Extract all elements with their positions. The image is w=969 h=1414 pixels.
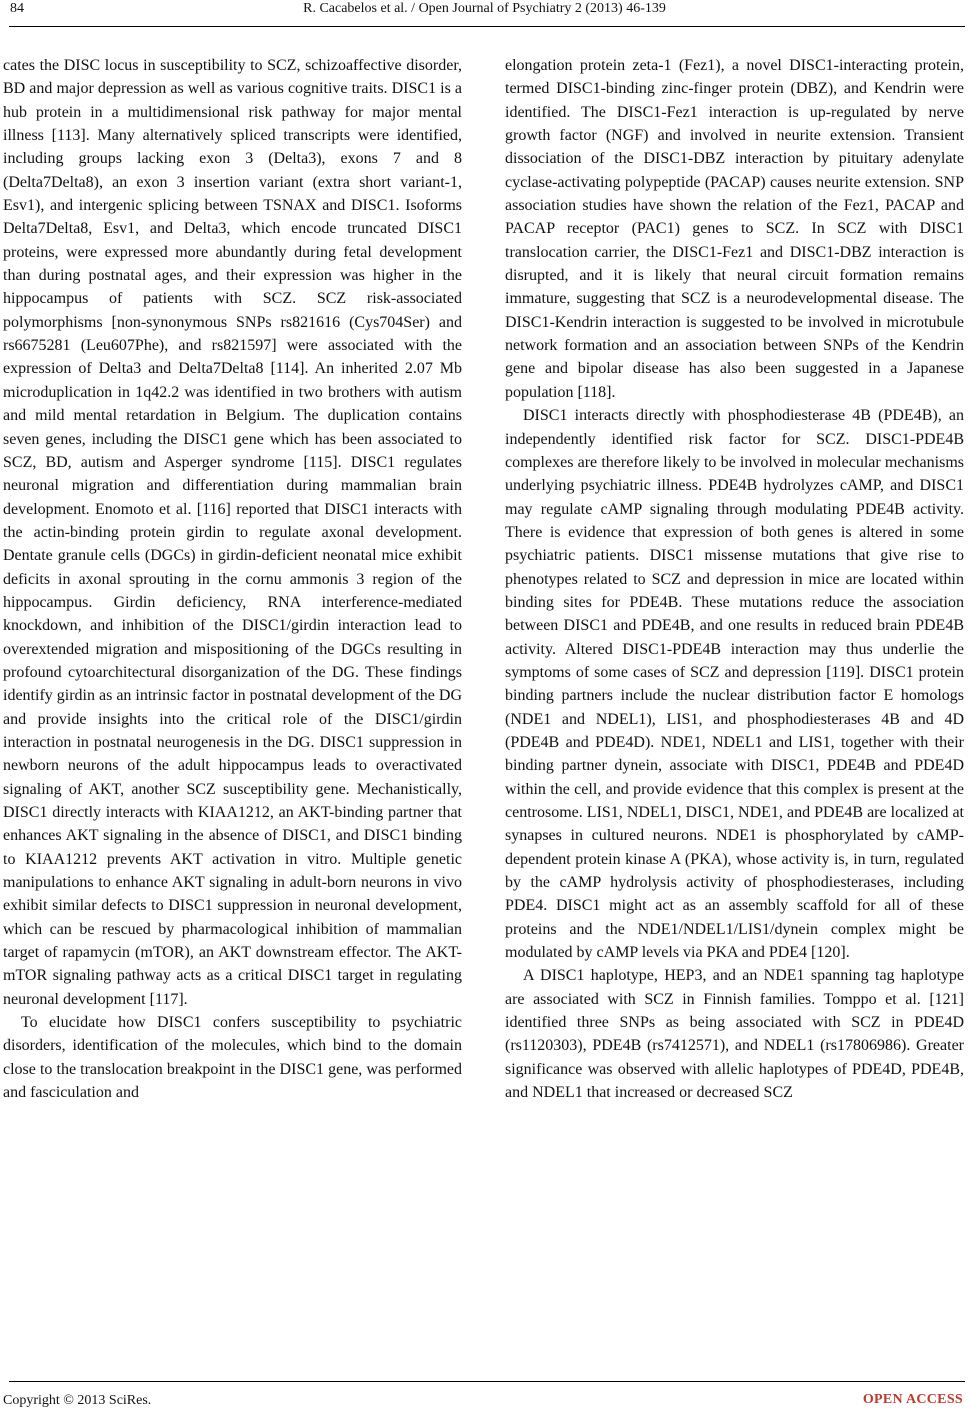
right-column <box>505 54 964 1104</box>
open-access-label: OPEN ACCESS <box>862 1392 963 1407</box>
left-column <box>3 54 462 1104</box>
left-paragraph-1: cates the DISC locus in susceptibility to SCZ, schizoaffective disorder, BD and major depression as well as various cognitive traits. DISC1 is a hub protein in a multidimensional risk pathway for major mental illness [113]. Many alternatively spliced transcripts were identified, including groups lacking exon 3 (Delta3), exons 7 and 8 (Delta7Delta8), an exon 3 insertion variant (extra short variant-1, Esv1), and intergenic splicing between TSNAX and DISC1. Isoforms Delta7Delta8, Esv1, and Delta3, which encode truncated DISC1 proteins, were expressed more abundantly during fetal development than during postnatal ages, and their expression was higher in the hippocampus of patients with SCZ. SCZ risk-associated polymorphisms [non-synonymous SNPs rs821616 (Cys704Ser) and rs6675281 (Leu607Phe), and rs821597] were associated with the expression of Delta3 and Delta7Delta8 [114]. An inherited 2.07 Mb microduplication in 1q42.2 was identified in two brothers with autism and mild mental retardation in Belgium. The duplication contains seven genes, including the DISC1 gene which has been associated to SCZ, BD, autism and Asperger syndrome [115]. DISC1 regulates neuronal migration and differentiation during mammalian brain development. Enomoto et al. [116] reported that DISC1 interacts with the actin-binding protein girdin to regulate axonal development. Dentate granule cells (DGCs) in girdin-deficient neonatal mice exhibit deficits in axonal sprouting in the cornu ammonis 3 region of the hippocampus. Girdin deficiency, RNA interference-mediated knockdown, and inhibition of the DISC1/girdin interaction lead to overextended migration and mispositioning of the DGCs resulting in profound cytoarchitectural disorganization of the DG. These findings identify girdin as an intrinsic factor in postnatal development of the DG and provide insights into the critical role of the DISC1/girdin interaction in postnatal neurogenesis in the DG. DISC1 suppression in newborn neurons of the adult hippocampus leads to overactivated signaling of AKT, another SCZ susceptibility gene. Mechanistically, DISC1 directly interacts with KIAA1212, an AKT-binding partner that enhances AKT signaling in the absence of DISC1, and DISC1 binding to KIAA1212 prevents AKT activation in vitro. Multiple genetic manipulations to enhance AKT signaling in adult-born neurons in vivo exhibit similar defects to DISC1 suppression in neuronal development, which can be rescued by pharmacological inhibition of mammalian target of rapamycin (mTOR), an AKT downstream effector. The AKT-mTOR signaling pathway acts as a critical DISC1 target in regulating neuronal development [117]. <box>3 57 462 1008</box>
header-divider <box>9 26 965 27</box>
copyright-notice: Copyright © 2013 SciRes. <box>3 1393 152 1408</box>
right-paragraph-2: DISC1 interacts directly with phosphodiesterase 4B (PDE4B), an independently identified risk factor for SCZ. DISC1-PDE4B complexes are therefore likely to be involved in molecular mechanisms underlying psychiatric illness. PDE4B hydrolyzes cAMP, and DISC1 may regulate cAMP signaling through modulating PDE4B activity. There is evidence that expression of both genes is altered in some psychiatric patients. DISC1 missense mutations that give rise to phenotypes related to SCZ and depression in mice are located within binding sites for PDE4B. These mutations reduce the association between DISC1 and PDE4B, and one results in reduced brain PDE4B activity. Altered DISC1-PDE4B interaction may thus underlie the symptoms of some cases of SCZ and depression [119]. DISC1 protein binding partners include the nuclear distribution factor E homologs (NDE1 and NDEL1), LIS1, and phosphodiesterases 4B and 4D (PDE4B and PDE4D). NDE1, NDEL1 and LIS1, together with their binding partner dynein, associate with DISC1, PDE4B and PDE4D within the cell, and provide evidence that this complex is present at the centrosome. LIS1, NDEL1, DISC1, NDE1, and PDE4B are localized at synapses in cultured neurons. NDE1 is phosphorylated by cAMP-dependent protein kinase A (PKA), whose activity is, in turn, regulated by the cAMP hydrolysis activity of phosphodiesterases, including PDE4. DISC1 might act as an assembly scaffold for all of these proteins and the NDE1/NDEL1/LIS1/dynein complex might be modulated by cAMP levels via PKA and PDE4 [120]. <box>505 407 964 962</box>
footer-divider <box>9 1381 965 1382</box>
running-head: R. Cacabelos et al. / Open Journal of Psychiatry 2 (2013) 46-139 <box>303 1 666 16</box>
right-paragraph-3: A DISC1 haplotype, HEP3, and an NDE1 spanning tag haplotype are associated with SCZ in Finnish families. Tomppo et al. [121] identified three SNPs as being associated with SCZ in PDE4D (rs1120303), PDE4B (rs7412571), and NDEL1 (rs17806986). Greater significance was observed with allelic haplotypes of PDE4D, PDE4B, and NDEL1 that increased or decreased SCZ <box>505 967 964 1102</box>
right-paragraph-1: elongation protein zeta-1 (Fez1), a novel DISC1-interacting protein, termed DISC1-binding zinc-finger protein (DBZ), and Kendrin were identified. The DISC1-Fez1 interaction is up-regulated by nerve growth factor (NGF) and involved in neurite extension. Transient dissociation of the DISC1-DBZ interaction by pituitary adenylate cyclase-activating polypeptide (PACAP) causes neurite extension. SNP association studies have shown the relation of the Fez1, PACAP and PACAP receptor (PAC1) genes to SCZ. In SCZ with DISC1 translocation carrier, the DISC1-Fez1 and DISC1-DBZ interaction is disrupted, and it is likely that neural circuit formation remains immature, suggesting that SCZ is a neurodevelopmental disease. The DISC1-Kendrin interaction is suggested to be involved in microtubule network formation and an association between SNPs of the Kendrin gene and bipolar disease has also been suggested in a Japanese population [118]. <box>505 57 964 401</box>
page-number: 84 <box>10 1 24 16</box>
left-paragraph-2: To elucidate how DISC1 confers susceptibility to psychiatric disorders, identification of the molecules, which bind to the domain close to the translocation breakpoint in the DISC1 gene, was performed and fasciculation and <box>3 1014 462 1102</box>
